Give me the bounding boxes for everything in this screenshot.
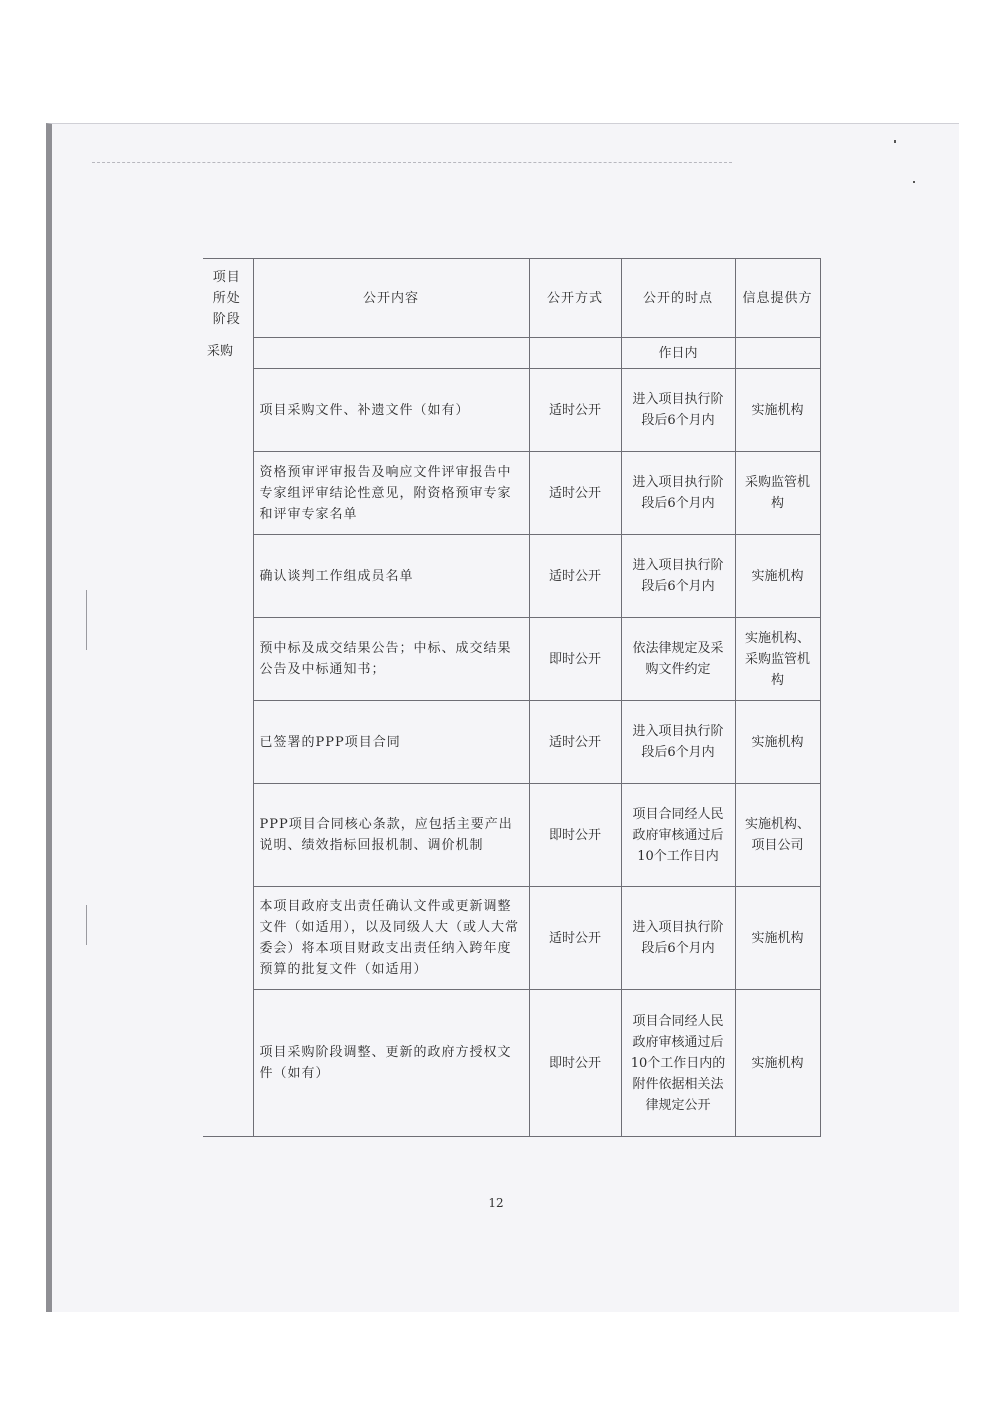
table-header-row <box>203 259 820 338</box>
cell-timing: 进入项目执行阶段后6个月内 <box>621 701 735 784</box>
cell-stage <box>203 535 253 618</box>
cell-content: 项目采购阶段调整、更新的政府方授权文件（如有） <box>253 990 529 1137</box>
cell-stage <box>203 701 253 784</box>
cell-method: 即时公开 <box>529 618 621 701</box>
cell-stage <box>203 784 253 887</box>
cell-method: 适时公开 <box>529 701 621 784</box>
cell-timing: 进入项目执行阶段后6个月内 <box>621 887 735 990</box>
cell-timing: 依法律规定及采购文件约定 <box>621 618 735 701</box>
cell-provider: 实施机构、项目公司 <box>735 784 820 887</box>
cell-provider: 实施机构 <box>735 701 820 784</box>
scan-margin-mark <box>86 905 87 945</box>
cell-provider: 采购监管机构 <box>735 452 820 535</box>
cell-provider: 实施机构 <box>735 990 820 1137</box>
header-stage: 项目所处阶段 <box>203 259 253 338</box>
scan-speck <box>894 140 896 143</box>
scan-artifact-line <box>92 162 732 163</box>
cell-method: 即时公开 <box>529 784 621 887</box>
cell-provider: 实施机构 <box>735 887 820 990</box>
scan-speck <box>913 181 915 183</box>
cell-content <box>253 338 529 369</box>
cell-content: 项目采购文件、补遗文件（如有） <box>253 369 529 452</box>
cell-method: 适时公开 <box>529 887 621 990</box>
cell-provider: 实施机构 <box>735 535 820 618</box>
cell-content: PPP项目合同核心条款，应包括主要产出说明、绩效指标回报机制、调价机制 <box>253 784 529 887</box>
cell-method <box>529 338 621 369</box>
header-provider: 信息提供方 <box>735 259 820 338</box>
cell-timing: 项目合同经人民政府审核通过后10个工作日内的附件依据相关法律规定公开 <box>621 990 735 1137</box>
cell-provider: 实施机构、采购监管机构 <box>735 618 820 701</box>
table-row <box>203 887 820 990</box>
table-row <box>203 338 820 369</box>
cell-timing: 进入项目执行阶段后6个月内 <box>621 452 735 535</box>
cell-stage <box>203 452 253 535</box>
page-number: 12 <box>488 1196 504 1210</box>
cell-method: 即时公开 <box>529 990 621 1137</box>
cell-stage <box>203 618 253 701</box>
table-row <box>203 784 820 887</box>
table-row <box>203 535 820 618</box>
table-row <box>203 618 820 701</box>
cell-content: 资格预审评审报告及响应文件评审报告中专家组评审结论性意见，附资格预审专家和评审专家名单 <box>253 452 529 535</box>
table-row <box>203 452 820 535</box>
cell-timing: 进入项目执行阶段后6个月内 <box>621 369 735 452</box>
cell-provider: 实施机构 <box>735 369 820 452</box>
header-method: 公开方式 <box>529 259 621 338</box>
header-content: 公开内容 <box>253 259 529 338</box>
cell-method: 适时公开 <box>529 535 621 618</box>
cell-stage <box>203 990 253 1137</box>
cell-method: 适时公开 <box>529 369 621 452</box>
table-row <box>203 369 820 452</box>
cell-content: 已签署的PPP项目合同 <box>253 701 529 784</box>
header-timing: 公开的时点 <box>621 259 735 338</box>
table-row <box>203 990 820 1137</box>
cell-stage <box>203 887 253 990</box>
cell-provider <box>735 338 820 369</box>
cell-method: 适时公开 <box>529 452 621 535</box>
table-row <box>203 701 820 784</box>
disclosure-table <box>203 258 821 1137</box>
cell-timing: 进入项目执行阶段后6个月内 <box>621 535 735 618</box>
cell-stage <box>203 369 253 452</box>
cell-content: 预中标及成交结果公告；中标、成交结果公告及中标通知书； <box>253 618 529 701</box>
cell-stage: 采购 <box>203 338 253 369</box>
cell-content: 本项目政府支出责任确认文件或更新调整文件（如适用），以及同级人大（或人大常委会）将本项目财政支出责任纳入跨年度预算的批复文件（如适用） <box>253 887 529 990</box>
cell-timing: 作日内 <box>621 338 735 369</box>
cell-timing: 项目合同经人民政府审核通过后10个工作日内 <box>621 784 735 887</box>
scan-margin-mark <box>86 590 87 650</box>
cell-content: 确认谈判工作组成员名单 <box>253 535 529 618</box>
